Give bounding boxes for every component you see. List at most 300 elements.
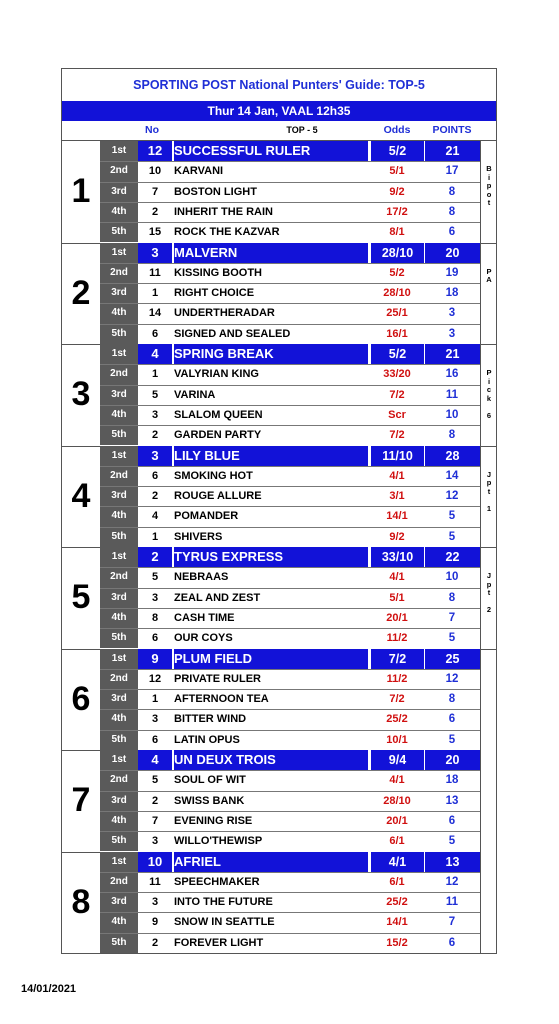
- points-value: 7: [448, 611, 456, 624]
- race-number: 2: [71, 273, 91, 312]
- points-value: 20: [424, 750, 480, 770]
- position-label: 1st: [100, 852, 138, 872]
- row-divider: [100, 263, 480, 264]
- points-value: 10: [445, 571, 459, 584]
- top-pick-row: [100, 344, 480, 364]
- position-label: 1st: [100, 141, 138, 161]
- odds-value: 28/10: [383, 794, 411, 807]
- row-divider: [100, 892, 480, 893]
- runner-number: 8: [151, 611, 159, 624]
- runner-row: [100, 811, 480, 831]
- horse-name: VARINA: [174, 388, 216, 401]
- runner-row: [100, 324, 480, 344]
- horse-name: ZEAL AND ZEST: [174, 591, 261, 604]
- runner-row: [100, 202, 480, 222]
- points-value: 16: [445, 368, 459, 381]
- horse-name: BITTER WIND: [174, 713, 247, 726]
- row-divider: [100, 364, 480, 365]
- top-pick-row: [100, 852, 480, 872]
- runner-number: 3: [138, 243, 172, 263]
- runner-number: 6: [151, 733, 159, 746]
- points-value: 8: [448, 693, 456, 706]
- runner-row: [100, 730, 480, 750]
- race-number: 4: [71, 476, 91, 515]
- odds-value: 11/10: [370, 446, 424, 466]
- position-label: 4th: [100, 912, 138, 932]
- row-divider: [100, 588, 480, 589]
- points-value: 6: [448, 226, 456, 239]
- runner-number: 2: [151, 794, 159, 807]
- row-divider: [100, 385, 480, 386]
- position-label: 3rd: [100, 283, 138, 303]
- points-value: 17: [445, 165, 459, 178]
- meeting-banner: Thur 14 Jan, VAAL 12h35: [62, 101, 496, 121]
- bet-note-cell: [480, 141, 496, 243]
- horse-name: UN DEUX TROIS: [174, 750, 368, 770]
- column-header-points: POINTS: [432, 124, 472, 136]
- odds-value: 6/1: [389, 875, 405, 888]
- runner-number: 6: [151, 632, 159, 645]
- row-divider: [100, 222, 480, 223]
- position-label: 2nd: [100, 263, 138, 283]
- runner-row: [100, 283, 480, 303]
- position-label: 4th: [100, 202, 138, 222]
- row-divider: [100, 506, 480, 507]
- points-value: 8: [448, 205, 456, 218]
- horse-name: UNDERTHERADAR: [174, 307, 275, 320]
- position-label: 2nd: [100, 364, 138, 384]
- position-label: 2nd: [100, 770, 138, 790]
- runner-number: 9: [138, 649, 172, 669]
- horse-name: WILLO'THEWISP: [174, 835, 263, 848]
- row-divider: [100, 933, 480, 934]
- position-label: 3rd: [100, 385, 138, 405]
- horse-name: INTO THE FUTURE: [174, 896, 273, 909]
- runner-number: 6: [151, 327, 159, 340]
- points-value: 14: [445, 469, 459, 482]
- runner-row: [100, 567, 480, 587]
- bet-note-text: P A: [486, 266, 492, 284]
- points-value: 21: [424, 344, 480, 364]
- runner-number: 4: [138, 750, 172, 770]
- points-value: 5: [448, 835, 456, 848]
- position-label: 3rd: [100, 182, 138, 202]
- bet-note-cell: [480, 446, 496, 548]
- row-divider: [100, 912, 480, 913]
- row-divider: [100, 303, 480, 304]
- column-header-no: No: [145, 124, 159, 136]
- horse-name: NEBRAAS: [174, 571, 229, 584]
- runner-number: 11: [149, 875, 161, 888]
- odds-value: 5/1: [389, 591, 405, 604]
- row-divider: [100, 425, 480, 426]
- runner-row: [100, 222, 480, 242]
- race-block: [62, 750, 496, 852]
- odds-value: 10/1: [386, 733, 408, 746]
- runner-number: 3: [151, 408, 159, 421]
- position-label: 1st: [100, 344, 138, 364]
- runner-number: 5: [151, 774, 159, 787]
- runner-number: 2: [138, 547, 172, 567]
- row-divider: [100, 182, 480, 183]
- position-label: 4th: [100, 608, 138, 628]
- runner-number: 10: [138, 852, 172, 872]
- position-label: 4th: [100, 405, 138, 425]
- race-number: 6: [71, 679, 91, 718]
- runner-number: 2: [151, 490, 159, 503]
- points-value: 6: [448, 713, 456, 726]
- position-label: 2nd: [100, 872, 138, 892]
- row-divider: [100, 527, 480, 528]
- top-pick-row: [100, 446, 480, 466]
- runner-number: 1: [151, 287, 159, 300]
- points-value: 8: [448, 591, 456, 604]
- row-divider: [100, 831, 480, 832]
- position-label: 2nd: [100, 669, 138, 689]
- runner-row: [100, 933, 480, 953]
- runner-row: [100, 263, 480, 283]
- points-value: 5: [448, 632, 456, 645]
- bet-note-cell: [480, 649, 496, 751]
- runner-number: 2: [151, 429, 159, 442]
- bet-note-text: B i p o t: [486, 164, 492, 207]
- odds-value: 4/1: [389, 469, 405, 482]
- points-value: 5: [448, 733, 456, 746]
- odds-value: 4/1: [389, 774, 405, 787]
- position-label: 3rd: [100, 689, 138, 709]
- runner-row: [100, 425, 480, 445]
- points-value: 6: [448, 814, 456, 827]
- runner-number: 12: [138, 141, 172, 161]
- race-divider: [62, 344, 100, 345]
- horse-name: MALVERN: [174, 243, 368, 263]
- odds-value: 7/2: [389, 388, 405, 401]
- odds-value: 11/2: [386, 632, 408, 645]
- runner-number: 4: [151, 510, 159, 523]
- race-divider: [62, 750, 100, 751]
- runner-number: 3: [151, 591, 159, 604]
- horse-name: SOUL OF WIT: [174, 774, 246, 787]
- horse-name: SWISS BANK: [174, 794, 245, 807]
- horse-name: ROCK THE KAZVAR: [174, 226, 280, 239]
- top-pick-row: [100, 649, 480, 669]
- position-label: 5th: [100, 324, 138, 344]
- horse-name: SNOW IN SEATTLE: [174, 916, 275, 929]
- runner-number: 15: [148, 226, 162, 239]
- bet-note-cell: [480, 852, 496, 954]
- row-divider: [100, 709, 480, 710]
- position-label: 5th: [100, 831, 138, 851]
- position-label: 5th: [100, 628, 138, 648]
- points-value: 5: [448, 530, 456, 543]
- horse-name: KARVANI: [174, 165, 224, 178]
- row-divider: [100, 730, 480, 731]
- position-label: 4th: [100, 303, 138, 323]
- position-label: 5th: [100, 730, 138, 750]
- points-value: 11: [445, 388, 459, 401]
- odds-value: 7/2: [389, 429, 405, 442]
- points-value: 3: [448, 307, 456, 320]
- runner-row: [100, 527, 480, 547]
- row-divider: [100, 324, 480, 325]
- horse-name: LILY BLUE: [174, 446, 368, 466]
- odds-value: 33/10: [370, 547, 424, 567]
- runner-row: [100, 466, 480, 486]
- horse-name: INHERIT THE RAIN: [174, 205, 273, 218]
- runner-row: [100, 182, 480, 202]
- horse-name: SLALOM QUEEN: [174, 408, 263, 421]
- odds-value: 5/1: [389, 165, 405, 178]
- horse-name: EVENING RISE: [174, 814, 253, 827]
- runner-number: 1: [151, 530, 159, 543]
- position-label: 4th: [100, 811, 138, 831]
- runner-row: [100, 770, 480, 790]
- race-block: [62, 141, 496, 243]
- top-pick-row: [100, 750, 480, 770]
- odds-value: 7/2: [389, 693, 405, 706]
- horse-name: AFTERNOON TEA: [174, 693, 269, 706]
- points-value: 10: [445, 408, 459, 421]
- points-value: 22: [424, 547, 480, 567]
- row-divider: [100, 283, 480, 284]
- odds-value: 4/1: [370, 852, 424, 872]
- horse-name: OUR COYS: [174, 632, 233, 645]
- position-label: 5th: [100, 933, 138, 953]
- race-number: 5: [71, 578, 91, 616]
- points-value: 8: [448, 185, 456, 198]
- race-divider: [62, 852, 100, 853]
- runner-number: 1: [151, 693, 159, 706]
- horse-name: BOSTON LIGHT: [174, 185, 257, 198]
- points-value: 18: [445, 287, 459, 300]
- column-header-top5: TOP - 5: [286, 125, 318, 135]
- row-divider: [100, 872, 480, 873]
- points-value: 6: [448, 936, 456, 949]
- guide-sheet: [61, 68, 497, 954]
- position-label: 4th: [100, 506, 138, 526]
- odds-value: 14/1: [386, 916, 408, 929]
- position-label: 1st: [100, 547, 138, 567]
- position-label: 2nd: [100, 161, 138, 181]
- race-divider: [62, 243, 100, 244]
- bet-note-cell: [480, 243, 496, 345]
- points-value: 12: [445, 672, 459, 685]
- horse-name: TYRUS EXPRESS: [174, 547, 368, 567]
- row-divider: [100, 405, 480, 406]
- position-label: 1st: [100, 649, 138, 669]
- odds-value: 33/20: [383, 368, 411, 381]
- top-pick-row: [100, 547, 480, 567]
- runner-row: [100, 669, 480, 689]
- horse-name: GARDEN PARTY: [174, 429, 262, 442]
- runner-row: [100, 486, 480, 506]
- runner-row: [100, 791, 480, 811]
- points-value: 21: [424, 141, 480, 161]
- race-block: [62, 344, 496, 446]
- race-block: [62, 547, 496, 649]
- race-block: [62, 852, 496, 954]
- odds-value: 28/10: [370, 243, 424, 263]
- odds-value: 7/2: [370, 649, 424, 669]
- points-value: 5: [448, 510, 456, 523]
- row-divider: [100, 689, 480, 690]
- row-divider: [100, 608, 480, 609]
- horse-name: SIGNED AND SEALED: [174, 327, 291, 340]
- race-divider: [62, 547, 100, 548]
- odds-value: Scr: [388, 408, 406, 421]
- points-value: 11: [445, 896, 459, 909]
- runner-number: 3: [151, 896, 159, 909]
- odds-value: 9/2: [389, 185, 405, 198]
- row-divider: [100, 791, 480, 792]
- horse-name: SPRING BREAK: [174, 344, 368, 364]
- runner-number: 5: [151, 388, 159, 401]
- points-value: 3: [448, 327, 456, 340]
- position-label: 5th: [100, 222, 138, 242]
- points-value: 13: [424, 852, 480, 872]
- position-label: 3rd: [100, 791, 138, 811]
- position-label: 1st: [100, 750, 138, 770]
- row-divider: [100, 161, 480, 162]
- bet-note-cell: [480, 344, 496, 446]
- horse-name: AFRIEL: [174, 852, 368, 872]
- points-value: 8: [448, 429, 456, 442]
- odds-value: 5/2: [389, 266, 405, 279]
- horse-name: VALYRIAN KING: [174, 368, 259, 381]
- runner-row: [100, 892, 480, 912]
- runner-number: 7: [151, 185, 159, 198]
- race-divider: [62, 446, 100, 447]
- race-divider: [62, 649, 100, 650]
- row-divider: [100, 466, 480, 467]
- horse-name: LATIN OPUS: [174, 733, 240, 746]
- race-number: 1: [71, 172, 91, 210]
- race-block: [62, 243, 496, 345]
- bet-note-text: P i c k 6: [486, 368, 492, 420]
- horse-name: RIGHT CHOICE: [174, 287, 255, 300]
- horse-name: SPEECHMAKER: [174, 875, 260, 888]
- runner-number: 1: [151, 368, 159, 381]
- runner-number: 4: [138, 344, 172, 364]
- runner-row: [100, 912, 480, 932]
- runner-row: [100, 385, 480, 405]
- runner-row: [100, 608, 480, 628]
- page-title: SPORTING POST National Punters' Guide: TOP-5: [133, 78, 425, 92]
- odds-value: 11/2: [386, 672, 408, 685]
- top-pick-row: [100, 243, 480, 263]
- row-divider: [100, 669, 480, 670]
- horse-name: KISSING BOOTH: [174, 266, 263, 279]
- odds-value: 17/2: [386, 205, 408, 218]
- runner-number: 10: [148, 165, 162, 178]
- runner-row: [100, 831, 480, 851]
- odds-value: 28/10: [383, 287, 411, 300]
- bet-note-text: J p t 1: [486, 469, 492, 513]
- odds-value: 25/1: [386, 307, 408, 320]
- odds-value: 15/2: [386, 936, 408, 949]
- race-block: [62, 649, 496, 751]
- odds-value: 16/1: [386, 327, 408, 340]
- position-label: 1st: [100, 243, 138, 263]
- points-value: 28: [424, 446, 480, 466]
- points-value: 19: [445, 266, 459, 279]
- position-label: 3rd: [100, 588, 138, 608]
- runner-row: [100, 689, 480, 709]
- position-label: 5th: [100, 425, 138, 445]
- odds-value: 6/1: [389, 835, 405, 848]
- runner-row: [100, 588, 480, 608]
- footer-date: 14/01/2021: [21, 983, 77, 995]
- runner-number: 3: [151, 835, 159, 848]
- runner-number: 14: [148, 307, 162, 320]
- points-value: 12: [445, 490, 459, 503]
- bet-note-cell: [480, 750, 496, 852]
- runner-number: 9: [151, 916, 159, 929]
- row-divider: [100, 486, 480, 487]
- bet-note-text: J p t 2: [486, 571, 492, 614]
- position-label: 2nd: [100, 567, 138, 587]
- odds-value: 14/1: [386, 510, 408, 523]
- position-label: 2nd: [100, 466, 138, 486]
- position-label: 3rd: [100, 486, 138, 506]
- runner-number: 12: [148, 672, 162, 685]
- odds-value: 25/2: [386, 896, 408, 909]
- runner-row: [100, 303, 480, 323]
- row-divider: [100, 811, 480, 812]
- position-label: 4th: [100, 709, 138, 729]
- points-value: 25: [424, 649, 480, 669]
- top-pick-row: [100, 141, 480, 161]
- row-divider: [100, 770, 480, 771]
- points-value: 12: [445, 875, 459, 888]
- odds-value: 4/1: [389, 571, 405, 584]
- runner-number: 7: [151, 814, 159, 827]
- runner-row: [100, 872, 480, 892]
- race-number: 3: [71, 375, 91, 413]
- row-divider: [100, 202, 480, 203]
- horse-name: PLUM FIELD: [174, 649, 368, 669]
- odds-value: 25/2: [386, 713, 408, 726]
- runner-number: 3: [151, 713, 159, 726]
- runner-number: 6: [151, 469, 159, 482]
- odds-value: 9/4: [370, 750, 424, 770]
- horse-name: SHIVERS: [174, 530, 223, 543]
- runner-row: [100, 161, 480, 181]
- position-label: 3rd: [100, 892, 138, 912]
- runner-number: 2: [151, 936, 159, 949]
- points-value: 20: [424, 243, 480, 263]
- odds-value: 5/2: [370, 344, 424, 364]
- race-number: 8: [71, 882, 91, 921]
- position-label: 1st: [100, 446, 138, 466]
- odds-value: 8/1: [389, 226, 405, 239]
- points-value: 13: [445, 794, 459, 807]
- horse-name: CASH TIME: [174, 611, 235, 624]
- horse-name: POMANDER: [174, 510, 239, 523]
- odds-value: 3/1: [389, 490, 405, 503]
- runner-row: [100, 628, 480, 648]
- position-label: 5th: [100, 527, 138, 547]
- row-divider: [100, 628, 480, 629]
- odds-value: 20/1: [386, 611, 408, 624]
- horse-name: PRIVATE RULER: [174, 672, 261, 685]
- runner-number: 11: [149, 266, 161, 279]
- horse-name: ROUGE ALLURE: [174, 490, 262, 503]
- runner-number: 5: [151, 571, 159, 584]
- column-header-odds: Odds: [383, 124, 411, 136]
- row-divider: [100, 567, 480, 568]
- bet-note-cell: [480, 547, 496, 649]
